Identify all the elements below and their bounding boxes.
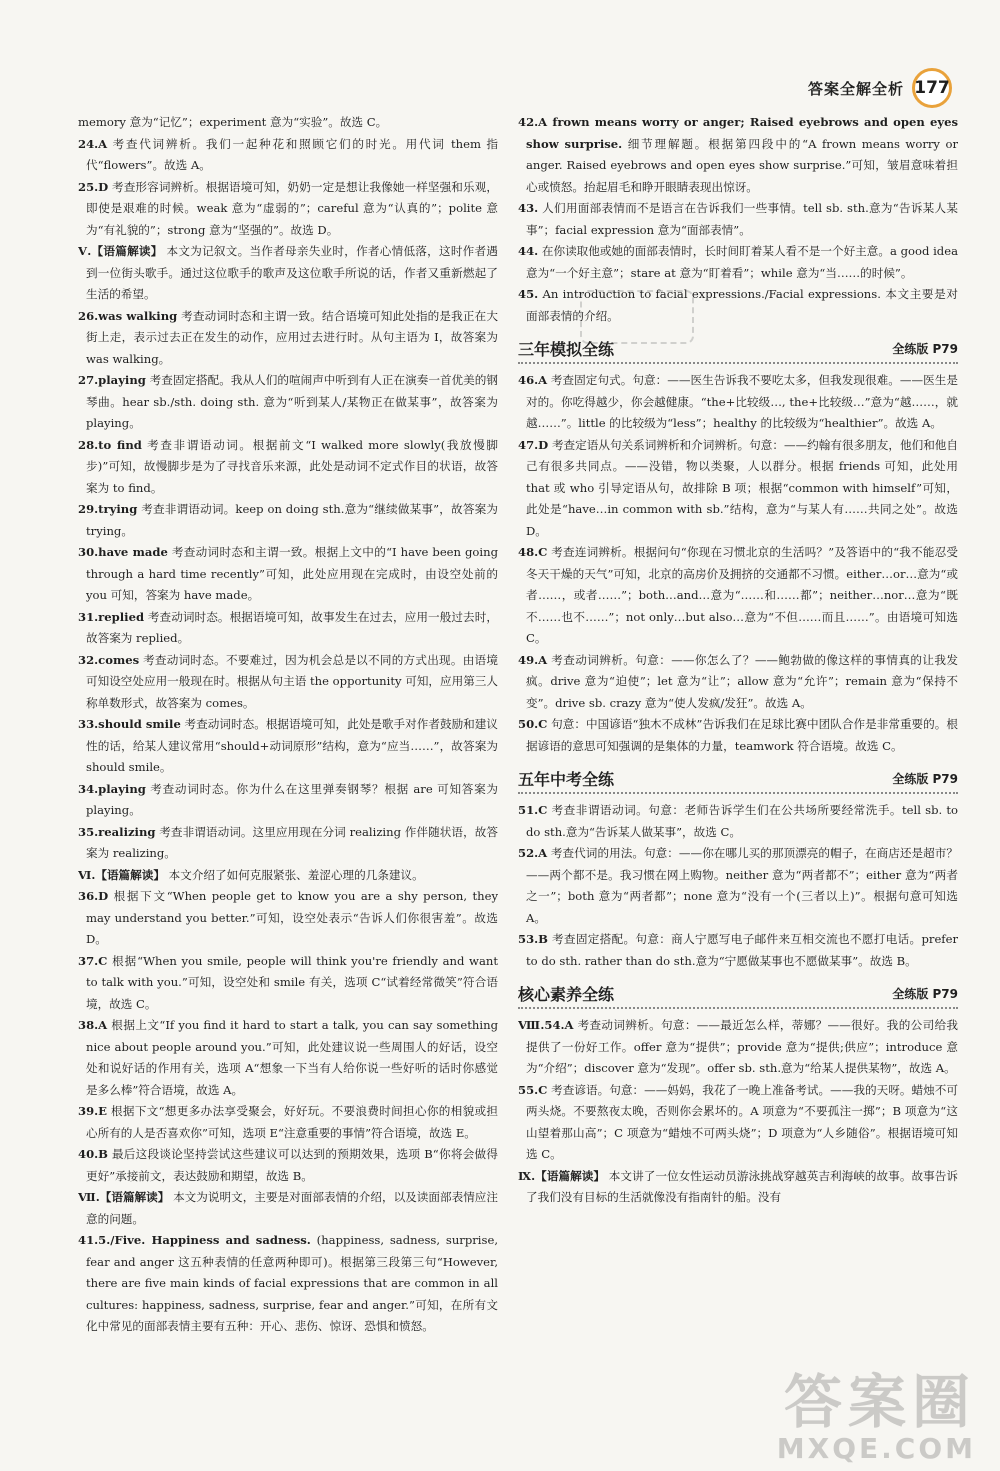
answer-item	[78, 542, 498, 607]
section-title: 五年中考全练	[518, 770, 615, 789]
left-column	[78, 112, 498, 1431]
answer-number: 32.comes	[78, 652, 140, 667]
answer-number: 31.replied	[78, 609, 145, 624]
answer-text: 根据下文“想更多办法享受聚会，好好玩。不要浪费时间担心你的相貌或担心所有的人是否喜欢你”可知，选项 E“注意重要的事情”符合语境，故选 E。	[86, 1104, 498, 1140]
answer-text: 本文介绍了如何克服紧张、羞涩心理的几条建议。	[168, 867, 424, 882]
answer-number: 55.C	[518, 1082, 548, 1097]
answer-text: 细节理解题。根据第四段中的“A frown means worry or anger. Raised eyebrows and open eyes show surprise.”可知，皱眉意味着担心或愤怒。抬起眉毛和睁开眼睛表现出惊讶。	[526, 136, 958, 194]
answer-item	[518, 1166, 958, 1209]
answer-item	[78, 822, 498, 865]
answer-text: 考查定语从句关系词辨析和介词辨析。句意：——约翰有很多朋友，他们和他自己有很多共同点。——没错，物以类聚，人以群分。根据 friends 可知，此处用 that 或 who 引导定语从句，故排除 B 项；根据“common with himself”可知，此处是“have…in common with sb.”结构，意为“与某人有……共同之处”。故选 D。	[526, 437, 958, 538]
watermark	[776, 1368, 976, 1465]
answer-item	[518, 650, 958, 715]
answer-text: 考查动词时态。不要难过，因为机会总是以不同的方式出现。由语境可知设空处应用一般现在时。根据从句主语 the opportunity 可知，应用第三人称单数形式，故答案为 comes。	[86, 652, 498, 710]
answer-item	[78, 177, 498, 242]
stamp-mark	[580, 290, 694, 344]
answer-text: 根据“When you smile, people will think you're friendly and want to talk with you.”可知，设空处和 smile 有关，选项 C“试着经常微笑”符合语境，故选 C。	[86, 953, 498, 1011]
answer-text: 本文为说明文，主要是对面部表情的介绍，以及读面部表情应注意的问题。	[86, 1190, 498, 1226]
answer-item	[518, 542, 958, 650]
answer-number: 26.was walking	[78, 308, 178, 323]
answer-number: 37.C	[78, 953, 108, 968]
answer-number: 40.B	[78, 1147, 108, 1161]
answer-text: 考查非谓语动词。句意：老师告诉学生们在公共场所要经常洗手。tell sb. to do sth.意为“告诉某人做某事”，故选 C。	[526, 803, 958, 839]
answer-number: 39.E	[78, 1104, 108, 1118]
answer-number: 36.D	[78, 889, 109, 903]
answer-number: 25.D	[78, 179, 109, 194]
answer-number: 34.playing	[78, 781, 146, 796]
answer-number: 27.playing	[78, 373, 146, 387]
answer-number: 29.trying	[78, 502, 138, 516]
answer-text: 考查代词辨析。我们一起种花和照顾它们的时光。用代词 them 指代“flowers”。故选 A。	[86, 136, 498, 172]
answer-item	[518, 198, 958, 241]
page-number: 177	[912, 68, 952, 108]
answer-item	[78, 370, 498, 435]
answer-number: 28.to find	[78, 437, 142, 452]
answer-number: Ⅷ.54.A	[518, 1018, 574, 1032]
answer-item	[78, 650, 498, 715]
answer-number: 38.A	[78, 1018, 108, 1032]
answer-number: 48.C	[518, 545, 548, 559]
answer-number: 41.5./Five. Happiness and sadness.	[78, 1233, 311, 1247]
answer-number: 33.should smile	[78, 717, 181, 731]
answer-number: 53.B	[518, 932, 548, 946]
answer-text: 在你读取他或她的面部表情时，长时间盯着某人看不是一个好主意。a good idea 意为“一个好主意”；stare at 意为“盯着看”；while 意为“当……的时候”。	[526, 244, 958, 280]
answer-number: 50.C	[518, 717, 548, 731]
answer-text: 句意：中国谚语“独木不成林”告诉我们在足球比赛中团队合作是非常重要的。根据谚语的意思可知强调的是集体的力量，teamwork 符合语境。故选 C。	[526, 717, 958, 753]
answer-item	[78, 714, 498, 779]
answer-text: 考查动词辨析。句意：——最近怎么样，蒂娜？——很好。我的公司给我提供了一份好工作。offer 意为“提供”；provide 意为“提供;供应”；introduce 意为“介绍”；discover 意为“发现”。offer sb. sth.意为“给某人提供某物”，故选 A。	[526, 1018, 958, 1075]
answer-item	[78, 241, 498, 306]
answer-item	[78, 134, 498, 177]
answer-item	[78, 779, 498, 822]
answer-text: 考查固定句式。句意：——医生告诉我不要吃太多，但我发现很难。——医生是对的。你吃得越少，你会越健康。“the+比较级…, the+比较级…”意为“越……，就越……”。little 的比较级为“less”；healthy 的比较级为“healthier”。故选 A。	[526, 373, 958, 430]
answer-text: 考查连词辨析。根据问句“你现在习惯北京的生活吗？”及答语中的“我不能忍受冬天干燥的天气”可知，北京的高房价及拥挤的交通都不习惯。either…or…意为“或者……，或者……”；both…and…意为“……和……都”；neither…nor…意为“既不……也不……”；not only…but also…意为“不但……而且……”。由语境可知选 C。	[526, 545, 958, 645]
answer-text: An introduction to facial expressions./Facial expressions. 本文主要是对面部表情的介绍。	[526, 287, 958, 323]
answer-text: 考查动词时态和主谓一致。根据上文中的“I have been going through a hard time recently”可知，此处应用现在完成时，由设空处前的 you 可知，答案为 have made。	[86, 545, 498, 602]
answer-number: 46.A	[518, 373, 548, 387]
section-title: 三年模拟全练	[518, 340, 615, 359]
answer-item	[518, 714, 958, 757]
header-title: 答案全解全析	[807, 79, 904, 98]
answer-item	[518, 843, 958, 929]
answer-text: 考查非谓语动词。根据前文“I walked more slowly(我放慢脚步)”可知，故慢脚步是为了寻找音乐来源，此处是动词不定式作目的状语，故答案为 to find。	[86, 437, 498, 495]
answer-item	[78, 1230, 498, 1338]
answer-number: 43.	[518, 201, 539, 215]
answer-item	[78, 1187, 498, 1230]
answer-number: Ⅶ.【语篇解读】	[78, 1190, 170, 1204]
section-title: 核心素养全练	[518, 985, 615, 1004]
answer-number: Ⅸ.【语篇解读】	[518, 1168, 606, 1183]
answer-item	[78, 951, 498, 1016]
answer-item	[78, 607, 498, 650]
answer-text: 最后这段谈论坚持尝试这些建议可以达到的预期效果，选项 B“你将会做得更好”承接前文，表达鼓励和期望，故选 B。	[86, 1147, 498, 1183]
answer-text: 考查谚语。句意：——妈妈，我花了一晚上准备考试。——我的天呀。蜡烛不可两头烧。不要熬夜太晚，否则你会累坏的。A 项意为“不要孤注一掷”；B 项意为“这山望着那山高”；C 项意为“蜡烛不可两头烧”；D 项意为“人乡随俗”。根据语境可知选 C。	[526, 1082, 958, 1161]
answer-text: 根据下文“When people get to know you are a shy person, they may understand you better.”可知，设空处表示“告诉人们你很害羞”。故选 D。	[86, 889, 498, 946]
answer-text: 考查固定搭配。句意：商人宁愿写电子邮件来互相交流也不愿打电话。prefer to do sth. rather than do sth.意为“宁愿做某事也不愿做某事”。故选 B。	[526, 932, 958, 968]
answer-text: 考查动词时态。你为什么在这里弹奏钢琴？根据 are 可知答案为 playing。	[86, 781, 498, 817]
answer-text: 考查非谓语动词。这里应用现在分词 realizing 作伴随状语，故答案为 realizing。	[86, 824, 498, 860]
answer-number: Ⅴ.【语篇解读】	[78, 244, 163, 258]
answer-text: 考查动词时态和主谓一致。结合语境可知此处指的是我正在大街上走，表示过去正在发生的动作，应用过去进行时。从句主语为 I，故答案为 was walking。	[86, 308, 498, 366]
answer-text: memory 意为“记忆”；experiment 意为“实验”。故选 C。	[78, 115, 388, 129]
answer-text: 根据上文“If you find it hard to start a talk, you can say something nice about people around you.”可知，此处建议说一些周围人的好话，设空处和说好话的作用有关，选项 A“想象一下当有人给你说一些好听的话时你感觉是多么棒”符合语境，故选 A。	[86, 1018, 498, 1097]
answer-item	[518, 241, 958, 284]
answer-item	[78, 1101, 498, 1144]
answer-number: 44.	[518, 244, 539, 258]
answer-number: 30.have made	[78, 545, 168, 559]
answer-item	[78, 306, 498, 371]
answer-text: 考查代词的用法。句意：——你在哪儿买的那顶漂亮的帽子，在商店还是超市？——两个都不是。我习惯在网上购物。neither 意为“两者都不”；either 意为“两者之一”；both 意为“两者都”；none 意为“没有一个(三者以上)”。根据句意可知选 A。	[526, 846, 958, 925]
section-tag: 全练版 P79	[892, 987, 958, 1001]
answer-item	[78, 499, 498, 542]
answer-number: 24.A	[78, 136, 108, 151]
section-tag: 全练版 P79	[892, 772, 958, 786]
answer-text: 本文为记叙文。当作者母亲失业时，作者心情低落，这时作者遇到一位街头歌手。通过这位歌手的歌声及这位歌手所说的话，作者又重新燃起了生活的希望。	[86, 244, 498, 301]
answer-text: (happiness, sadness, surprise, fear and anger 这五种表情的任意两种即可)。根据第三段第三句“However, there are five main kinds of facial expressions that are common in all cultures: happiness, sadness, surprise, fear and anger.”可知，在所有文化中常见的面部表情主要有五种：开心、悲伤、惊讶、恐惧和愤怒。	[86, 1233, 498, 1333]
answer-item	[518, 112, 958, 198]
answer-item	[78, 886, 498, 951]
answer-text: 考查固定搭配。我从人们的喧闹声中听到有人正在演奏一首优美的钢琴曲。hear sb./sth. doing sth. 意为“听到某人/某物正在做某事”，故答案为 playing。	[86, 373, 498, 430]
watermark-logo: 答案圈	[783, 1368, 976, 1436]
page-header	[808, 70, 952, 106]
answer-text: 人们用面部表情而不是语言在告诉我们一些事情。tell sb. sth.意为“告诉某人某事”；facial expression 意为“面部表情”。	[526, 201, 958, 237]
section-header	[518, 982, 958, 1009]
answer-number: 52.A	[518, 846, 548, 860]
section-tag: 全练版 P79	[892, 342, 958, 356]
answer-text: 考查非谓语动词。keep on doing sth.意为“继续做某事”，故答案为 trying。	[86, 502, 498, 538]
answer-number: 49.A	[518, 652, 548, 667]
answer-item	[518, 929, 958, 972]
answer-item	[78, 1015, 498, 1101]
answer-number: 45.	[518, 287, 539, 301]
section-header	[518, 767, 958, 794]
answer-number: 42.A frown means worry or anger; Raised eyebrows and open eyes show surprise.	[518, 115, 958, 151]
answer-item	[518, 800, 958, 843]
answer-number: 51.C	[518, 803, 548, 817]
answer-item	[518, 1080, 958, 1166]
answer-item	[518, 1015, 958, 1080]
answer-item	[78, 865, 498, 887]
answer-item	[518, 435, 958, 543]
answer-item	[78, 435, 498, 500]
answer-text: 考查动词时态。根据语境可知，此处是歌手对作者鼓励和建议性的话，给某人建议常用“should+动词原形”结构，意为“应当……”，故答案为 should smile。	[86, 717, 498, 774]
answer-number: 35.realizing	[78, 824, 156, 839]
answer-item	[518, 370, 958, 435]
answer-number: 47.D	[518, 437, 549, 452]
answer-number: Ⅵ.【语篇解读】	[78, 867, 165, 882]
answer-text: 本文讲了一位女性运动员游泳挑战穿越英吉利海峡的故事。故事告诉了我们没有目标的生活就像没有指南针的船。没有	[526, 1168, 958, 1204]
answer-text: 考查动词辨析。句意：——你怎么了？——鲍勃做的像这样的事情真的让我发疯。drive 意为“迫使”；let 意为“让”；allow 意为“允许”；remain 意为“保持不变”。drive sb. crazy 意为“使人发疯/发狂”。故选 A。	[526, 652, 958, 710]
answer-item	[78, 1144, 498, 1187]
answer-text: 考查动词时态。根据语境可知，故事发生在过去，应用一般过去时，故答案为 replied。	[86, 609, 498, 645]
watermark-url: MXQE.COM	[776, 1432, 976, 1465]
answer-item	[78, 112, 498, 134]
answer-text: 考查形容词辨析。根据语境可知，奶奶一定是想让我像她一样坚强和乐观，即使是艰难的时候。weak 意为“虚弱的”；careful 意为“认真的”；polite 意为“有礼貌的”；strong 意为“坚强的”。故选 D。	[86, 179, 498, 237]
